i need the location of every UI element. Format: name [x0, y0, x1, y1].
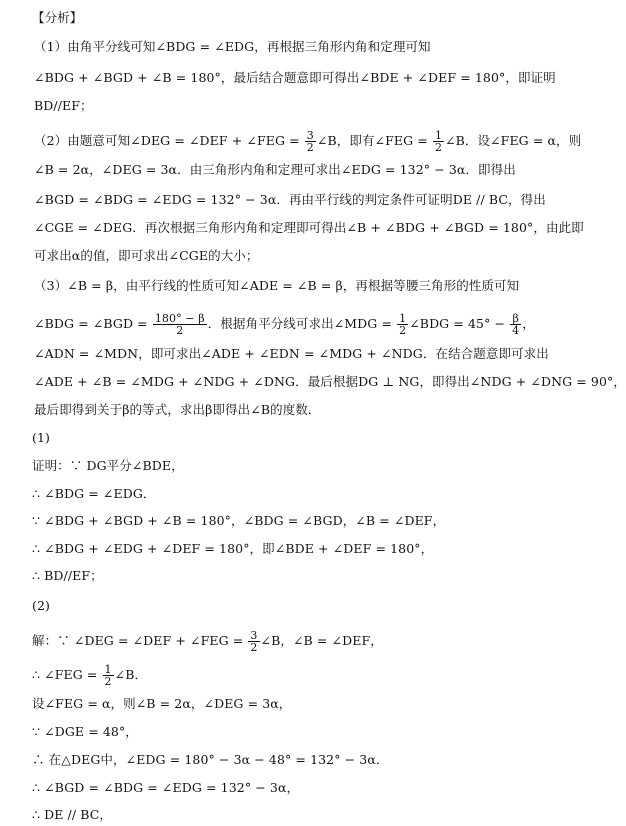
- fraction: $\frac{1}{2}$: [104, 663, 112, 688]
- text-line: 设∠FEG = α，则∠B = 2α，∠DEG = 3α，: [32, 696, 292, 711]
- text-line: ∴ 在△DEG中，∠EDG = 180° − 3α − 48° = 132° − 3α．: [32, 752, 389, 767]
- text-line: ∠BDG = ∠BGD = $\frac{180^\circ - \beta}{2}$ ．根据角平分线可求出∠MDG = $\frac{1}{2}$ ∠BDG = 45° − $\frac{\beta}{4}$ ，: [34, 312, 535, 337]
- text-line: ∠BGD = ∠BDG = ∠EDG = 132° − 3α．再由平行线的判定条件可证明DE // BC，得出: [34, 192, 546, 207]
- text-line: （3）∠B = β，由平行线的性质可知∠ADE = ∠B = β，再根据等腰三角形的性质可知: [34, 278, 520, 293]
- text-line: （2）由题意可知∠DEG = ∠DEF + ∠FEG = $\frac{3}{2}$ ∠B，即有∠FEG = $\frac{1}{2}$ ∠B．设∠FEG = α，则: [34, 129, 582, 154]
- text-line: ∴ ∠FEG = $\frac{1}{2}$ ∠B．: [32, 663, 148, 688]
- text-line: BD//EF；: [34, 98, 93, 113]
- text-line: ∴ ∠BGD = ∠BDG = ∠EDG = 132° − 3α，: [32, 780, 300, 795]
- text-line: ∠BDG + ∠BGD + ∠B = 180°，最后结合题意即可得出∠BDE + ∠DEF = 180°，即证明: [34, 70, 556, 85]
- text-line: 可求出α的值，即可求出∠CGE的大小；: [34, 248, 259, 263]
- fraction: $\frac{1}{2}$: [434, 129, 443, 154]
- text-line: ∴ ∠BDG = ∠EDG．: [32, 486, 156, 501]
- text-line: ∠ADN = ∠MDN，即可求出∠ADE + ∠EDN = ∠MDG + ∠NDG．在结合题意即可求出: [34, 346, 549, 361]
- text-line: 【分析】: [32, 10, 83, 25]
- text-line: ∠B = 2α，∠DEG = 3α．由三角形内角和定理可求出∠EDG = 132° − 3α．即得出: [34, 162, 516, 177]
- fraction: $\frac{3}{2}$: [250, 629, 258, 654]
- text-line: 解：∵ ∠DEG = ∠DEF + ∠FEG = $\frac{3}{2}$ ∠B，∠B = ∠DEF，: [32, 629, 383, 654]
- text-line: ∴ DE // BC，: [32, 807, 113, 822]
- text-line: 证明：∵ DG平分∠BDE，: [32, 458, 184, 473]
- text-line: 最后即得到关于β的等式，求出β即得出∠B的度数．: [34, 402, 321, 417]
- text-line: (1): [32, 430, 51, 445]
- fraction: $\frac{\beta}{4}$: [512, 312, 520, 337]
- fraction: $\frac{3}{2}$: [306, 129, 314, 154]
- text-line: ∴ BD//EF；: [32, 568, 103, 583]
- text-line: （1）由角平分线可知∠BDG = ∠EDG，再根据三角形内角和定理可知: [34, 39, 431, 54]
- text-line: ∠CGE = ∠DEG．再次根据三角形内角和定理即可得出∠B + ∠BDG + ∠BGD = 180°，由此即: [34, 220, 584, 235]
- fraction: $\frac{1}{2}$: [399, 312, 407, 337]
- text-line: ∴ ∠BDG + ∠EDG + ∠DEF = 180°，即∠BDE + ∠DEF = 180°，: [32, 541, 434, 556]
- text-line: ∠ADE + ∠B = ∠MDG + ∠NDG + ∠DNG．最后根据DG ⊥ NG，即得出∠NDG + ∠DNG = 90°，: [34, 374, 626, 389]
- text-line: (2): [32, 598, 51, 613]
- text-line: ∵ ∠DGE = 48°，: [32, 724, 138, 739]
- text-line: ∵ ∠BDG + ∠BGD + ∠B = 180°，∠BDG = ∠BGD，∠B = ∠DEF，: [32, 513, 446, 528]
- fraction: $\frac{180^\circ - \beta}{2}$: [154, 312, 205, 337]
